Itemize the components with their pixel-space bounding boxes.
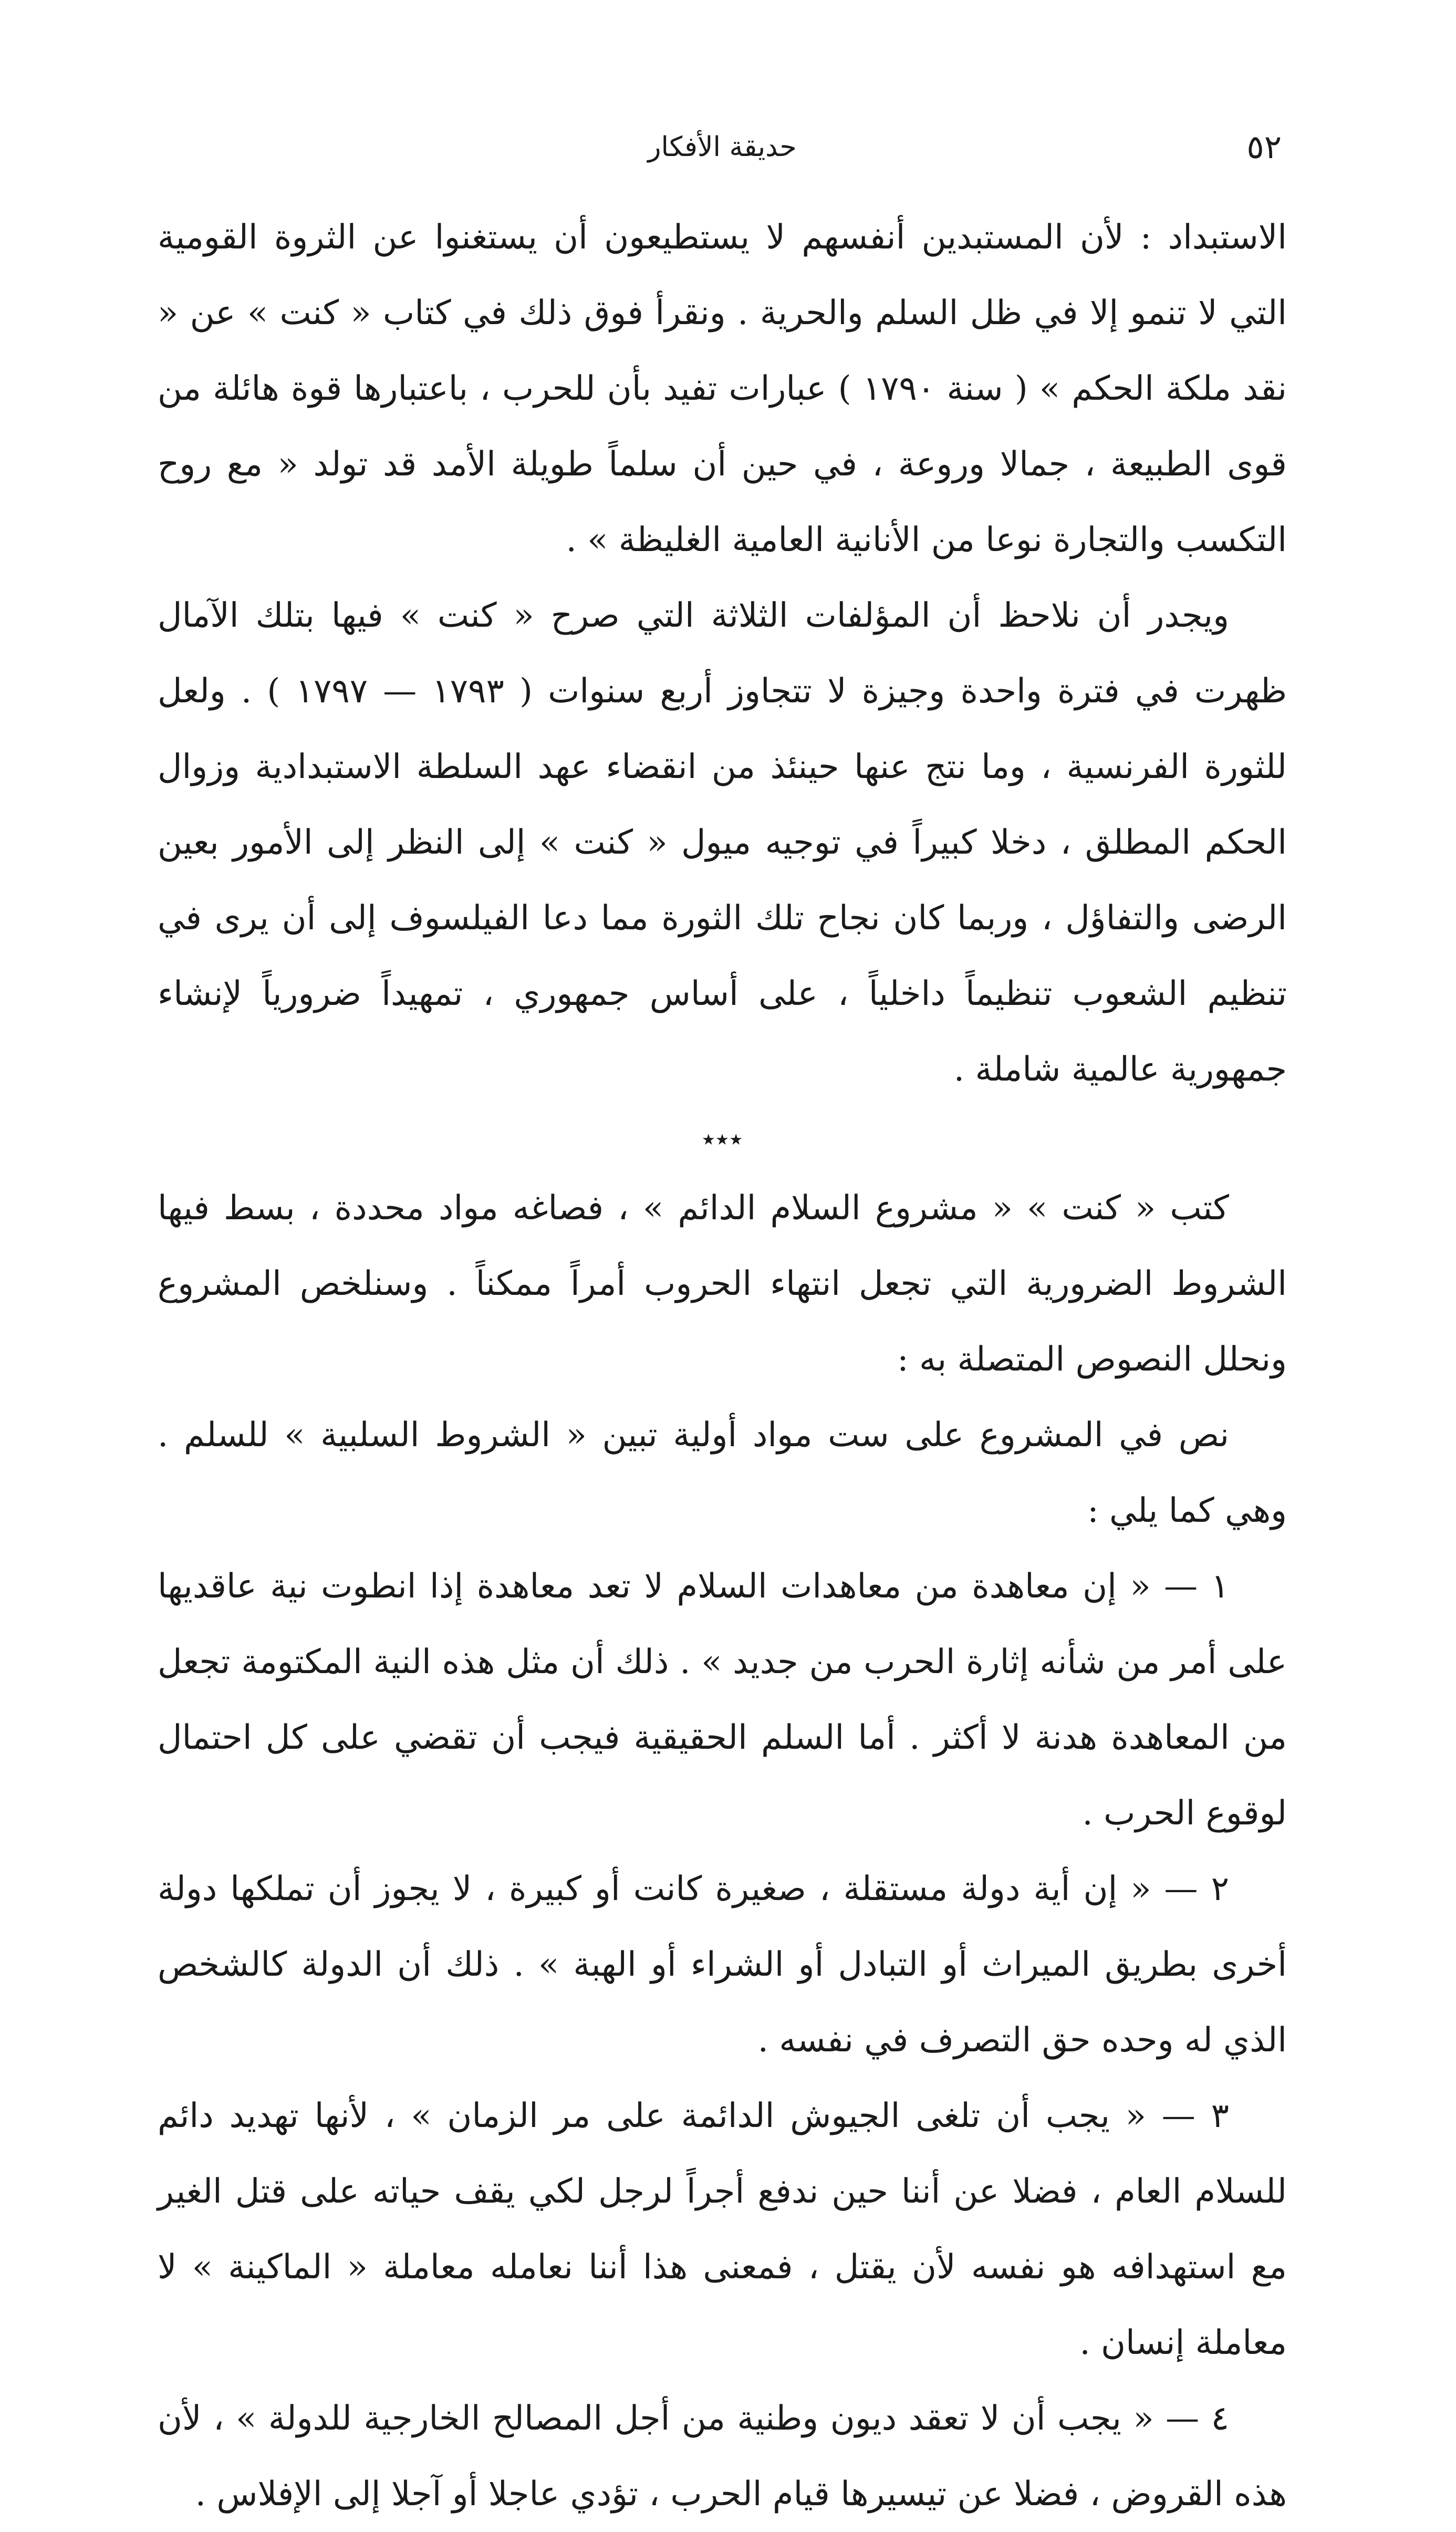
list-item: ٢ — « إن أية دولة مستقلة ، صغيرة كانت أو كبيرة ، لا يجوز أن تملكها دولة أخرى بطريق الميراث أو التبادل أو الشراء أو الهبة » . ذلك أن الدولة كالشخص الذي له وحده حق التصرف في نفسه . xyxy=(158,1870,1287,2060)
paragraph: ويجدر أن نلاحظ أن المؤلفات الثلاثة التي صرح « كنت » فيها بتلك الآمال ظهرت في فترة واحدة وجيزة لا تتجاوز أربع سنوات ( ١٧٩٣ — ١٧٩٧ ) . ولعل للثورة الفرنسية ، وما نتج عنها حينئذ من انقضاء عهد السلطة الاستبدادية وزوال الحكم المطلق ، دخلا كبيراً في توجيه ميول « كنت » إلى النظر إلى الأمور بعين الرضى والتفاؤل ، وربما كان نجاح تلك الثورة مما دعا الفيلسوف إلى أن يرى في تنظيم الشعوب تنظيماً داخلياً ، على أساس جمهوري ، تمهيداً ضرورياً لإنشاء جمهورية عالمية شاملة . xyxy=(158,596,1287,1089)
page-number: ٥٢ xyxy=(1246,128,1282,166)
list-item: ٤ — « يجب أن لا تعقد ديون وطنية من أجل المصالح الخارجية للدولة » ، لأن هذه القروض ، فضلا عن تيسيرها قيام الحرب ، تؤدي عاجلا أو آجلا إلى الإفلاس . xyxy=(158,2399,1287,2514)
paragraph: كتب « كنت » « مشروع السلام الدائم » ، فصاغه مواد محددة ، بسط فيها الشروط الضرورية التي تجعل انتهاء الحروب أمراً ممكناً . وسنلخص المشروع ونحلل النصوص المتصلة به : xyxy=(158,1189,1287,1379)
list-item: ١ — « إن معاهدة من معاهدات السلام لا تعد معاهدة إذا انطوت نية عاقديها على أمر من شأنه إثارة الحرب من جديد » . ذلك أن مثل هذه النية المكتومة تجعل من المعاهدة هدنة لا أكثر . أما السلم الحقيقية فيجب أن تقضي على كل احتمال لوقوع الحرب . xyxy=(158,1567,1287,1833)
paragraph: نص في المشروع على ست مواد أولية تبين « الشروط السلبية » للسلم . وهي كما يلي : xyxy=(158,1416,1287,1530)
running-title: حديقة الأفكار xyxy=(648,131,797,163)
section-separator: ٭٭٭ xyxy=(701,1124,743,1154)
list-item: ٣ — « يجب أن تلغى الجيوش الدائمة على مر الزمان » ، لأنها تهديد دائم للسلام العام ، فضلا عن أننا حين ندفع أجراً لرجل لكي يقف حياته على قتل الغير مع استهدافه هو نفسه لأن يقتل ، فمعنى هذا أننا نعامله معاملة « الماكينة » لا معاملة إنسان . xyxy=(158,2097,1287,2362)
page-header xyxy=(158,121,1287,179)
body-text xyxy=(158,200,1287,2532)
paragraph: الاستبداد : لأن المستبدين أنفسهم لا يستطيعون أن يستغنوا عن الثروة القومية التي لا تنمو إلا في ظل السلم والحرية . ونقرأ فوق ذلك في كتاب « كنت » عن « نقد ملكة الحكم » ( سنة ١٧٩٠ ) عبارات تفيد بأن للحرب ، باعتبارها قوة هائلة من قوى الطبيعة ، جمالا وروعة ، في حين أن سلماً طويلة الأمد قد تولد « مع روح التكسب والتجارة نوعا من الأنانية العامية الغليظة » . xyxy=(158,218,1287,559)
book-page xyxy=(158,121,1287,2514)
